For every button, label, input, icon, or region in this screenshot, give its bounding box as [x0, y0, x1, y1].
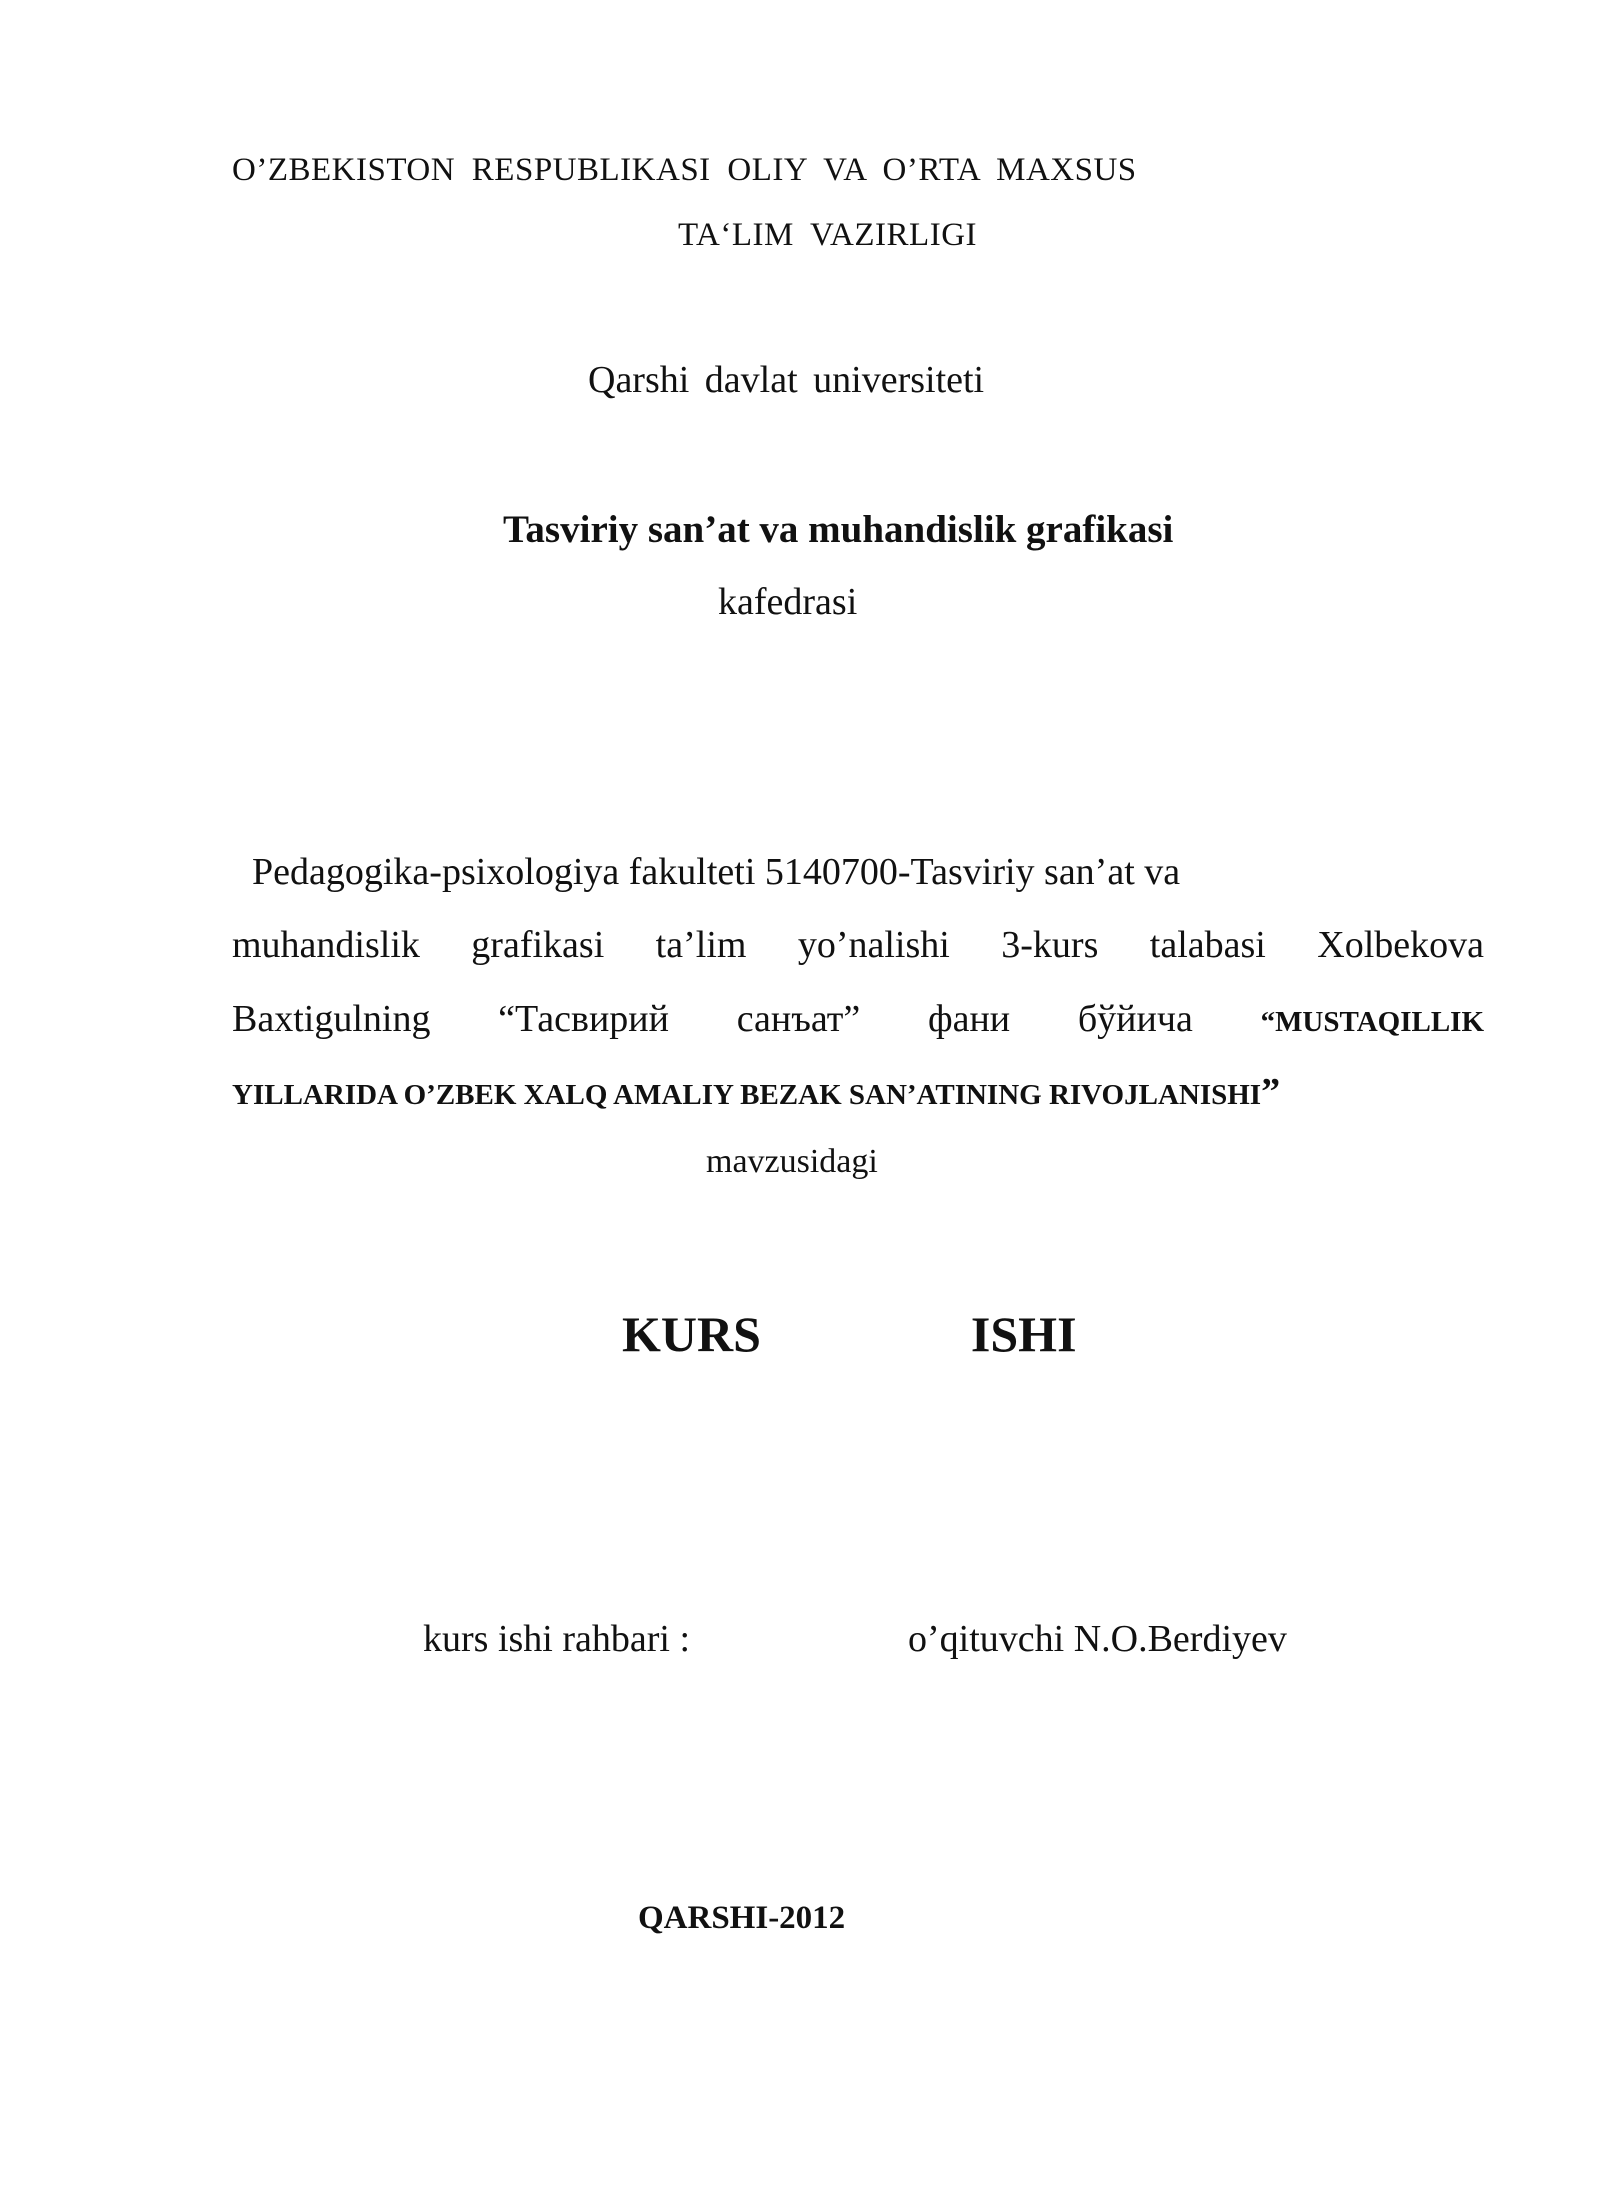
- university-name: Qarshi davlat universiteti: [588, 359, 985, 401]
- document-type-title: KURS ISHI: [622, 1306, 1077, 1362]
- supervisor-name: o’qituvchi N.O.Berdiyev: [908, 1618, 1287, 1660]
- ministry-title-line1: O’ZBEKISTON RESPUBLIKASI OLIY VA O’RTA MAXSUS: [232, 152, 1137, 188]
- city-year: QARSHI-2012: [638, 1900, 846, 1936]
- description-line-5: mavzusidagi: [706, 1143, 878, 1180]
- description-line-2: muhandislik grafikasi ta’lim yo’nalishi 3-kurs talabasi Xolbekova: [232, 924, 1484, 966]
- description-line-4: [232, 1070, 1280, 1114]
- thesis-title-end: YILLARIDA O’ZBEK XALQ AMALIY BEZAK SAN’ATINING RIVOJLANISHI: [232, 1079, 1262, 1111]
- description-line-3: [232, 997, 1484, 1041]
- description-line-1: Pedagogika-psixologiya fakulteti 5140700-Tasviriy san’at va: [252, 851, 1181, 893]
- department-suffix: kafedrasi: [718, 581, 858, 623]
- description-line-3-text: Baxtigulning “Тасвирий санъат” фани бўйича: [232, 998, 1193, 1040]
- supervisor-label: kurs ishi rahbari :: [423, 1618, 691, 1660]
- thesis-title-closing-quote: ”: [1261, 1071, 1281, 1113]
- thesis-title-start: “MUSTAQILLIK: [1260, 1006, 1485, 1038]
- department-name: Tasviriy san’at va muhandislik grafikasi: [503, 508, 1174, 551]
- ministry-title-line2: TA‘LIM VAZIRLIGI: [678, 217, 978, 253]
